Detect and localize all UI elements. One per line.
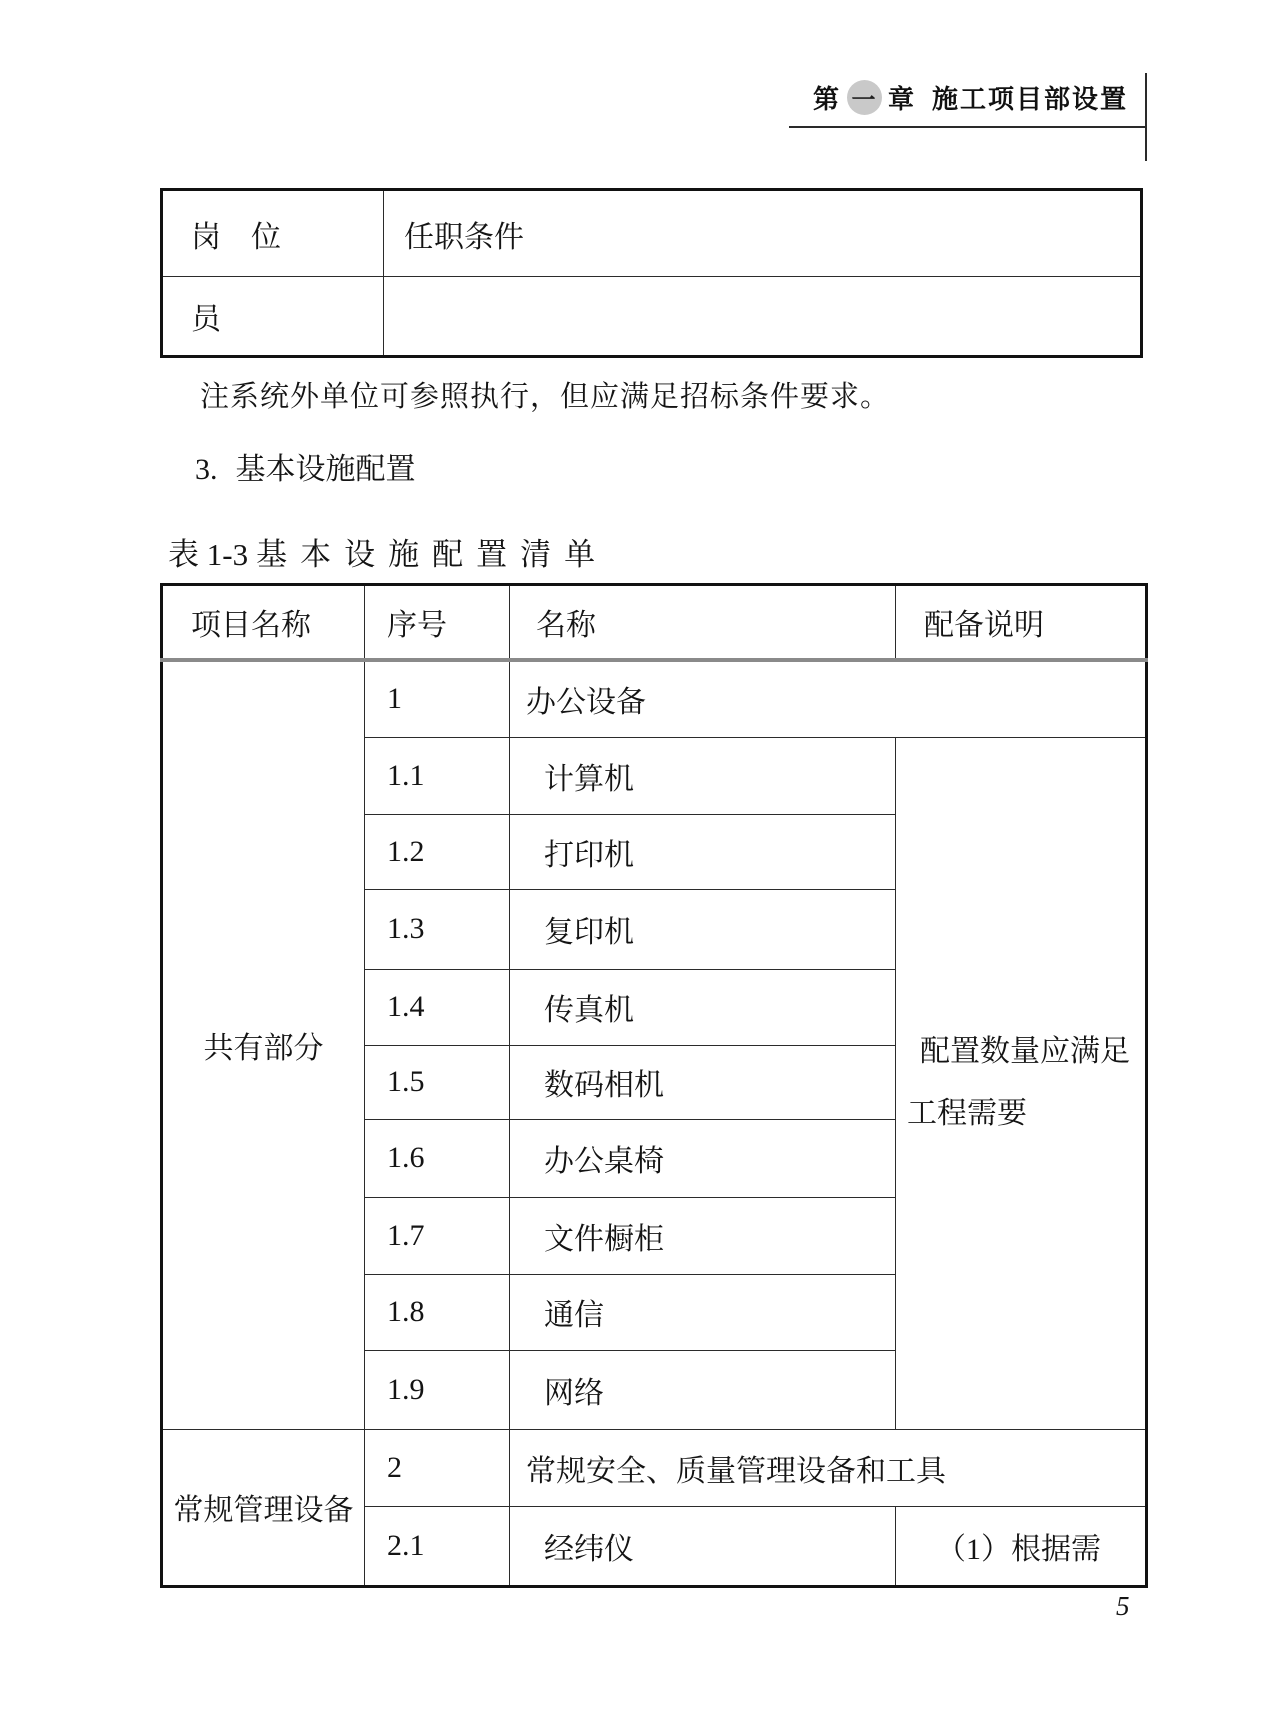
chapter-title: 施工项目部设置 [931,84,1128,114]
table-row [162,277,1142,357]
project-group-cell: 共有部分 [162,660,365,1429]
seq-cell: 1.3 [365,889,510,969]
header-underline [789,126,1146,128]
facility-table [160,583,1148,1588]
column-header-project: 项目名称 [162,585,365,661]
page-number: 5 [1116,1591,1130,1621]
item-name-cell: 复印机 [510,889,896,969]
item-name-cell: 数码相机 [510,1045,896,1119]
seq-cell: 1.4 [365,969,510,1045]
category-name-cell: 常规安全、质量管理设备和工具 [510,1429,1147,1506]
position-table [160,188,1143,358]
table-caption [168,529,608,574]
seq-cell: 1 [365,660,510,737]
chapter-suffix: 章 [887,84,916,114]
requirement-cell: 任职条件 [384,190,1142,277]
section-number: 3. [195,453,218,486]
seq-cell: 1.1 [365,737,510,814]
item-name-cell: 打印机 [510,814,896,889]
column-header-no: 序号 [365,585,510,661]
seq-cell: 1.6 [365,1119,510,1197]
item-desc-cell: （1）根据需 [896,1506,1147,1586]
item-name-cell: 经纬仪 [510,1506,896,1586]
seq-cell: 1.5 [365,1045,510,1119]
project-group-cell: 常规管理设备 [162,1429,365,1586]
header-row [162,585,1147,661]
position-cell: 岗 位 [162,190,384,277]
desc-cell [896,737,1147,1429]
note-text: 注系统外单位可参照执行，但应满足招标条件要求。 [200,381,891,413]
section-title: 基本设施配置 [235,453,416,486]
position-cell: 员 [162,277,384,357]
table-row [162,190,1142,277]
column-header-name: 名称 [510,585,896,661]
desc-line-2: 工程需要 [907,1097,1027,1130]
requirement-cell [384,277,1142,357]
seq-cell: 1.8 [365,1274,510,1350]
item-name-cell: 传真机 [510,969,896,1045]
column-header-desc: 配备说明 [896,585,1147,661]
seq-cell: 1.7 [365,1197,510,1274]
seq-cell: 2 [365,1429,510,1506]
seq-cell: 1.9 [365,1350,510,1429]
caption-title: 基本设施配置清单 [256,537,609,572]
item-name-cell: 计算机 [510,737,896,814]
caption-label: 表 1-3 [168,537,249,572]
section-heading [195,444,416,488]
item-name-cell: 办公桌椅 [510,1119,896,1197]
item-name-cell: 通信 [510,1274,896,1350]
table-row [162,660,1147,737]
item-name-cell: 网络 [510,1350,896,1429]
chapter-prefix: 第 [812,84,841,114]
header-vertical-rule [1145,73,1147,161]
table-row [162,1429,1147,1506]
chapter-number-badge: 一 [847,80,882,115]
desc-line-1: 配置数量应满足 [920,1035,1130,1068]
item-name-cell: 文件橱柜 [510,1197,896,1274]
category-name-cell: 办公设备 [510,660,1147,737]
seq-cell: 2.1 [365,1506,510,1586]
chapter-header [813,79,1128,116]
seq-cell: 1.2 [365,814,510,889]
